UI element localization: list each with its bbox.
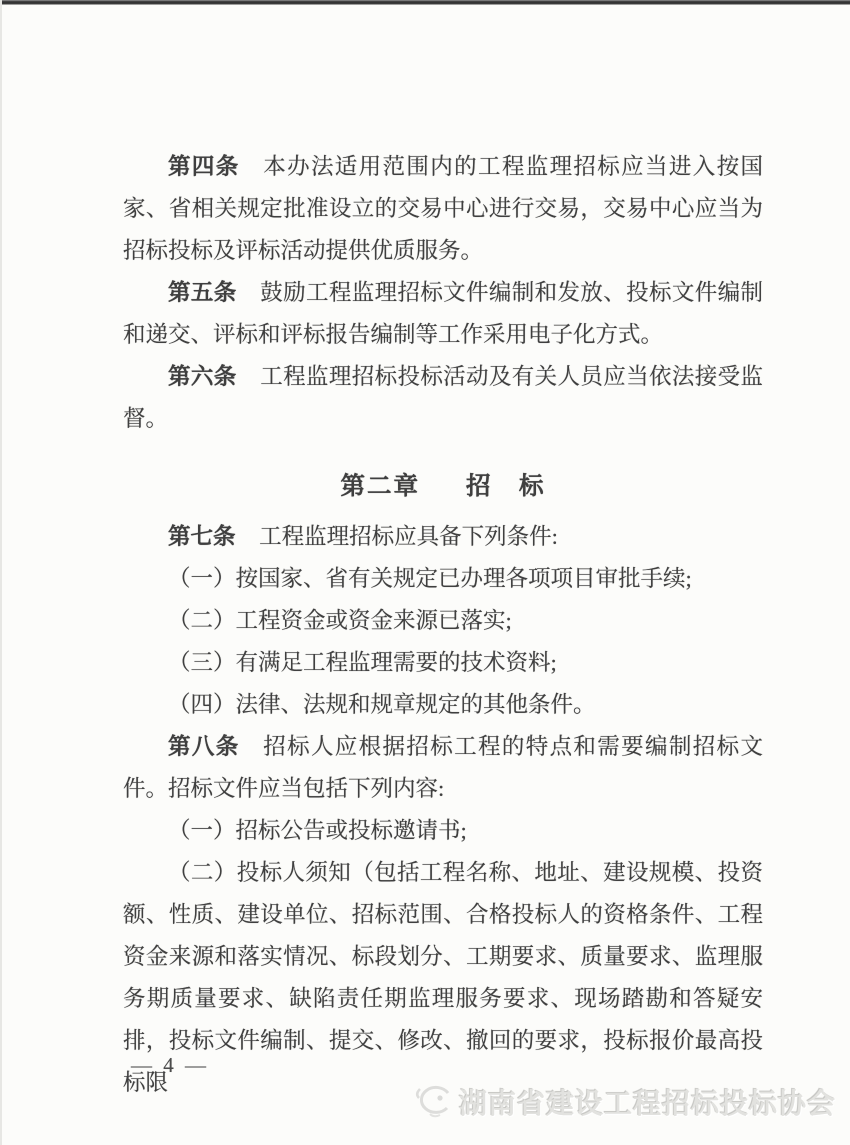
- article-paragraph-6: [123, 356, 763, 440]
- article-text: 本办法适用范围内的工程监理招标应当进入按国家、省相关规定批准设立的交易中心进行交易，交易中心应当为招标投标及评标活动提供优质服务。: [123, 154, 763, 263]
- article-term: 第六条: [168, 364, 237, 389]
- chapter-heading: [123, 466, 763, 508]
- article-text: 鼓励工程监理招标文件编制和发放、投标文件编制和递交、评标和评标报告编制等工作采用电子化方式。: [123, 280, 763, 347]
- article-term: 第四条: [168, 154, 240, 179]
- article-term: 第五条: [168, 280, 237, 305]
- article-text: 工程监理招标应具备下列条件:: [259, 524, 558, 549]
- document-body: [123, 146, 763, 1104]
- article-paragraph-5: [123, 272, 763, 356]
- list-item: （四）法律、法规和规章规定的其他条件。: [168, 692, 596, 717]
- list-item: （三）有满足工程监理需要的技术资料;: [168, 650, 557, 675]
- page-number: — 4 —: [131, 1053, 209, 1077]
- list-item: （二）投标人须知（包括工程名称、地址、建设规模、投资额、性质、建设单位、招标范围、合格投标人的资格条件、工程资金来源和落实情况、标段划分、工期要求、质量要求、监理服务期质量要求、缺陷责任期监理服务要求、现场踏勘和答疑安排，投标文件编制、提交、修改、撤回的要求，投标报价最高投标限: [123, 860, 763, 1095]
- scan-edge-artifact-left: [0, 0, 2, 1145]
- association-watermark: [414, 1082, 836, 1122]
- list-item: （二）工程资金或资金来源已落实;: [168, 608, 512, 633]
- association-logo-icon: [414, 1083, 454, 1121]
- chapter-title: 招 标: [466, 473, 546, 500]
- list-item: （一）按国家、省有关规定已办理各项项目审批手续;: [168, 566, 692, 591]
- list-item: （一）招标公告或投标邀请书;: [168, 818, 467, 843]
- article-term: 第八条: [168, 734, 240, 759]
- article-paragraph-8: [123, 726, 763, 810]
- article-paragraph-7: [123, 516, 763, 558]
- scan-edge-artifact-top: [0, 0, 850, 5]
- article-text: 工程监理招标投标活动及有关人员应当依法接受监督。: [123, 364, 763, 431]
- article-paragraph-4: [123, 146, 763, 272]
- chapter-label: 第二章: [340, 473, 420, 500]
- article-term: 第七条: [168, 524, 236, 549]
- article-text: 招标人应根据招标工程的特点和需要编制招标文件。招标文件应当包括下列内容:: [123, 734, 763, 801]
- association-watermark-text: 湖南省建设工程招标投标协会: [458, 1089, 836, 1120]
